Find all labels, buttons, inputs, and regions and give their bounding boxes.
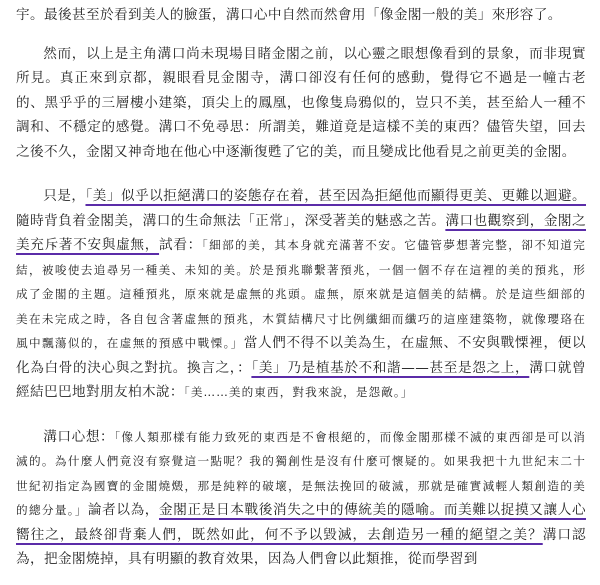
paragraph-1-text: 宇。最後甚至於看到美人的臉蛋，溝口心中自然而然會用「像金閣一般的美」來形容了。 — [16, 7, 562, 23]
paragraph-3 — [16, 184, 586, 405]
quote-detail-beauty: 「細部的美，其本身就充滿著不安。它儘管夢想著完整，卻不知道完結，被唆使去追尋另一種美、未知的美。於是預兆聯繫著預兆，一個一個不存在這裡的美的預兆，形成了金閣的主題。這種預兆，原來就是虛無的兆頭。虛無，原來就是這個美的結構。於是這些細部的美在未完成之時，各自包含著虛無的預兆，木質結構尺寸比例纖細而纖巧的這座建築物，就像瓔珞在風中飄蕩似的，在虛無的預感中戰慄。」 — [16, 238, 587, 350]
paragraph-3-text-d: 溝口就曾經結巴巴地對朋友柏木說： — [16, 359, 586, 400]
quote-enemy: 「美……美的東西，對我來說，是怨敵。」 — [183, 385, 414, 399]
paragraph-3-text-a: 隨時背負着金閣美，溝口的生命無法「正常」，深受著美的魅惑之苦。 — [16, 212, 446, 229]
paragraph-2 — [16, 42, 586, 165]
highlight-beauty-rejects: 「美」似乎以拒絕溝口的姿態存在着，甚至因為拒絕他而顯得更美、更難以迴避。 — [85, 188, 586, 204]
highlight-metaphor: 金閣正是日本戰後消失之中的傳統美的隱喻。而美難以捉摸又讓人心嚮往之，最終卻背棄人們，既然如此，何不予以毀滅，去創造另一種的絕望之美？ — [16, 502, 586, 543]
highlight-unease-void: 溝口也觀察到，金閣之美充斥著不安與虛無， — [16, 212, 586, 253]
paragraph-4-text-b: 溝口認為，把金閣燒掉，具有明顯的教育效果，因為人們會以此類推，從而學習到 — [16, 526, 586, 567]
paragraph-3-intro: 只是， — [43, 188, 86, 204]
paragraph-4-text-a: 論者以為， — [87, 502, 160, 518]
highlight-disharmony: 「美」乃是植基於不和諧——甚至是怨之上， — [251, 359, 530, 376]
paragraph-4 — [16, 425, 586, 572]
paragraph-2-text: 然而，以上是主角溝口尚未現場目睹金閣之前，以心靈之眼想像看到的景象，而非現實所見。真正來到京都，親眼看見金閣寺，溝口卻沒有任何的感動，覺得它不過是一幢古老的、黑乎乎的三層樓小建築，頂尖上的鳳凰，也像隻烏鴉似的，豈只不美，甚至給人一種不調和、不穩定的感覺。溝口不免尋思：所謂美，難道竟是這樣不美的東西？儘管失望，回去之後不久，金閣又神奇地在他心中逐漸復甦了它的美，而且變成比他看見之前更美的金閣。 — [16, 45, 586, 160]
paragraph-3-text-c: 當人們不得不以美為生，在虛無、不安與戰慄裡，便以化為白骨的決心與之對抗。換言之，： — [16, 335, 586, 376]
paragraph-1 — [16, 3, 586, 28]
paragraph-3-text-b: 試看： — [159, 237, 202, 253]
paragraph-4-intro: 溝口心想： — [43, 428, 115, 445]
quote-destruction: 「像人類那樣有能力致死的東西是不會根絕的，而像金閣那樣不滅的東西卻是可以消滅的。為什麼人們竟沒有察覺這一點呢？我的獨創性是沒有什麼可懷疑的。如果我把十九世紀末二十世紀初指定為國寶的金閣燒燬，那是純粹的破壞，是無法挽回的破滅，那就是確實減輕人類創造的美的總分量。」 — [16, 429, 586, 517]
